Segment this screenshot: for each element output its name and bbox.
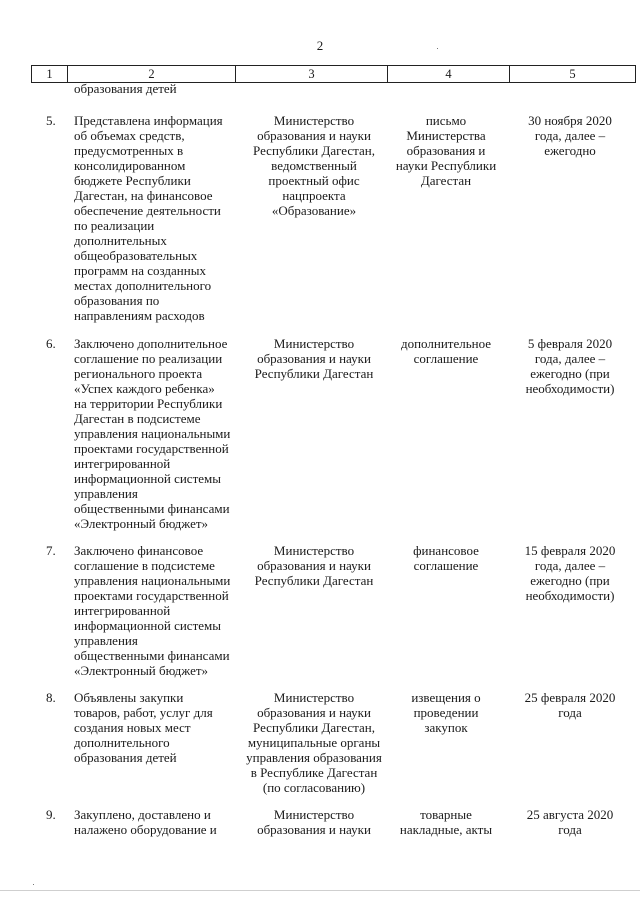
row-number: 6.: [46, 336, 56, 351]
row-deadline: 25 августа 2020 года: [526, 807, 614, 837]
row-deadline: 15 февраля 2020 года, далее – ежегодно (при необходимости): [524, 543, 616, 603]
row-number: 7.: [46, 543, 56, 558]
row-responsible: Министерство образования и науки: [257, 807, 371, 837]
row-number: 8.: [46, 690, 56, 705]
row-number: 5.: [46, 113, 56, 128]
row-document: финансовое соглашение: [413, 543, 479, 573]
header-col-1: 1: [31, 66, 67, 82]
row-responsible: Министерство образования и науки Республики Дагестан, ведомственный проектный офис нацпроекта «Образование»: [253, 113, 375, 218]
row-description: Представлена информация об объемах средств, предусмотренных в консолидированном бюджете Республики Дагестан, на финансовое обеспечение деятельности по реализации дополнительных общеобразовательных программ на созданных местах дополнительного образования по направлениям расходов: [74, 113, 223, 323]
header-col-4: 4: [387, 66, 509, 82]
header-col-2: 2: [67, 66, 235, 82]
row-description: Объявлены закупки товаров, работ, услуг для создания новых мест дополнительного образования детей: [74, 690, 213, 765]
row-deadline: 25 февраля 2020 года: [524, 690, 616, 720]
row-number: 9.: [46, 807, 56, 822]
carry-over-text: образования детей: [74, 81, 177, 96]
page-number: 2: [316, 38, 324, 53]
row-document: дополнительное соглашение: [400, 336, 492, 366]
scan-speck: [33, 884, 34, 885]
row-responsible: Министерство образования и науки Республики Дагестан: [254, 336, 374, 381]
header-col-5: 5: [509, 66, 636, 82]
header-col-3: 3: [235, 66, 387, 82]
row-deadline: 5 февраля 2020 года, далее – ежегодно (при необходимости): [525, 336, 615, 396]
scan-speck: [437, 48, 438, 49]
row-description: Заключено финансовое соглашение в подсистеме управления национальными проектами государственной интегрированной информационной системы управления общественными финансами «Электронный бюджет»: [74, 543, 231, 678]
row-document: товарные накладные, акты: [399, 807, 493, 837]
scan-edge-line: [0, 890, 640, 891]
row-responsible: Министерство образования и науки Республики Дагестан: [254, 543, 374, 588]
row-description: Закуплено, доставлено и налажено оборудование и: [74, 807, 217, 837]
row-document: письмо Министерства образования и науки Республики Дагестан: [395, 113, 497, 188]
row-description: Заключено дополнительное соглашение по реализации регионального проекта «Успех каждого ребенка» на территории Республики Дагестан в подсистеме управления национальными проектами государственной интегрированной информационной системы управления общественными финансами «Электронный бюджет»: [74, 336, 231, 531]
row-responsible: Министерство образования и науки Республики Дагестан, муниципальные органы управления образования в Республике Дагестан (по согласованию): [246, 690, 382, 795]
row-deadline: 30 ноября 2020 года, далее – ежегодно: [528, 113, 612, 158]
row-document: извещения о проведении закупок: [411, 690, 481, 735]
